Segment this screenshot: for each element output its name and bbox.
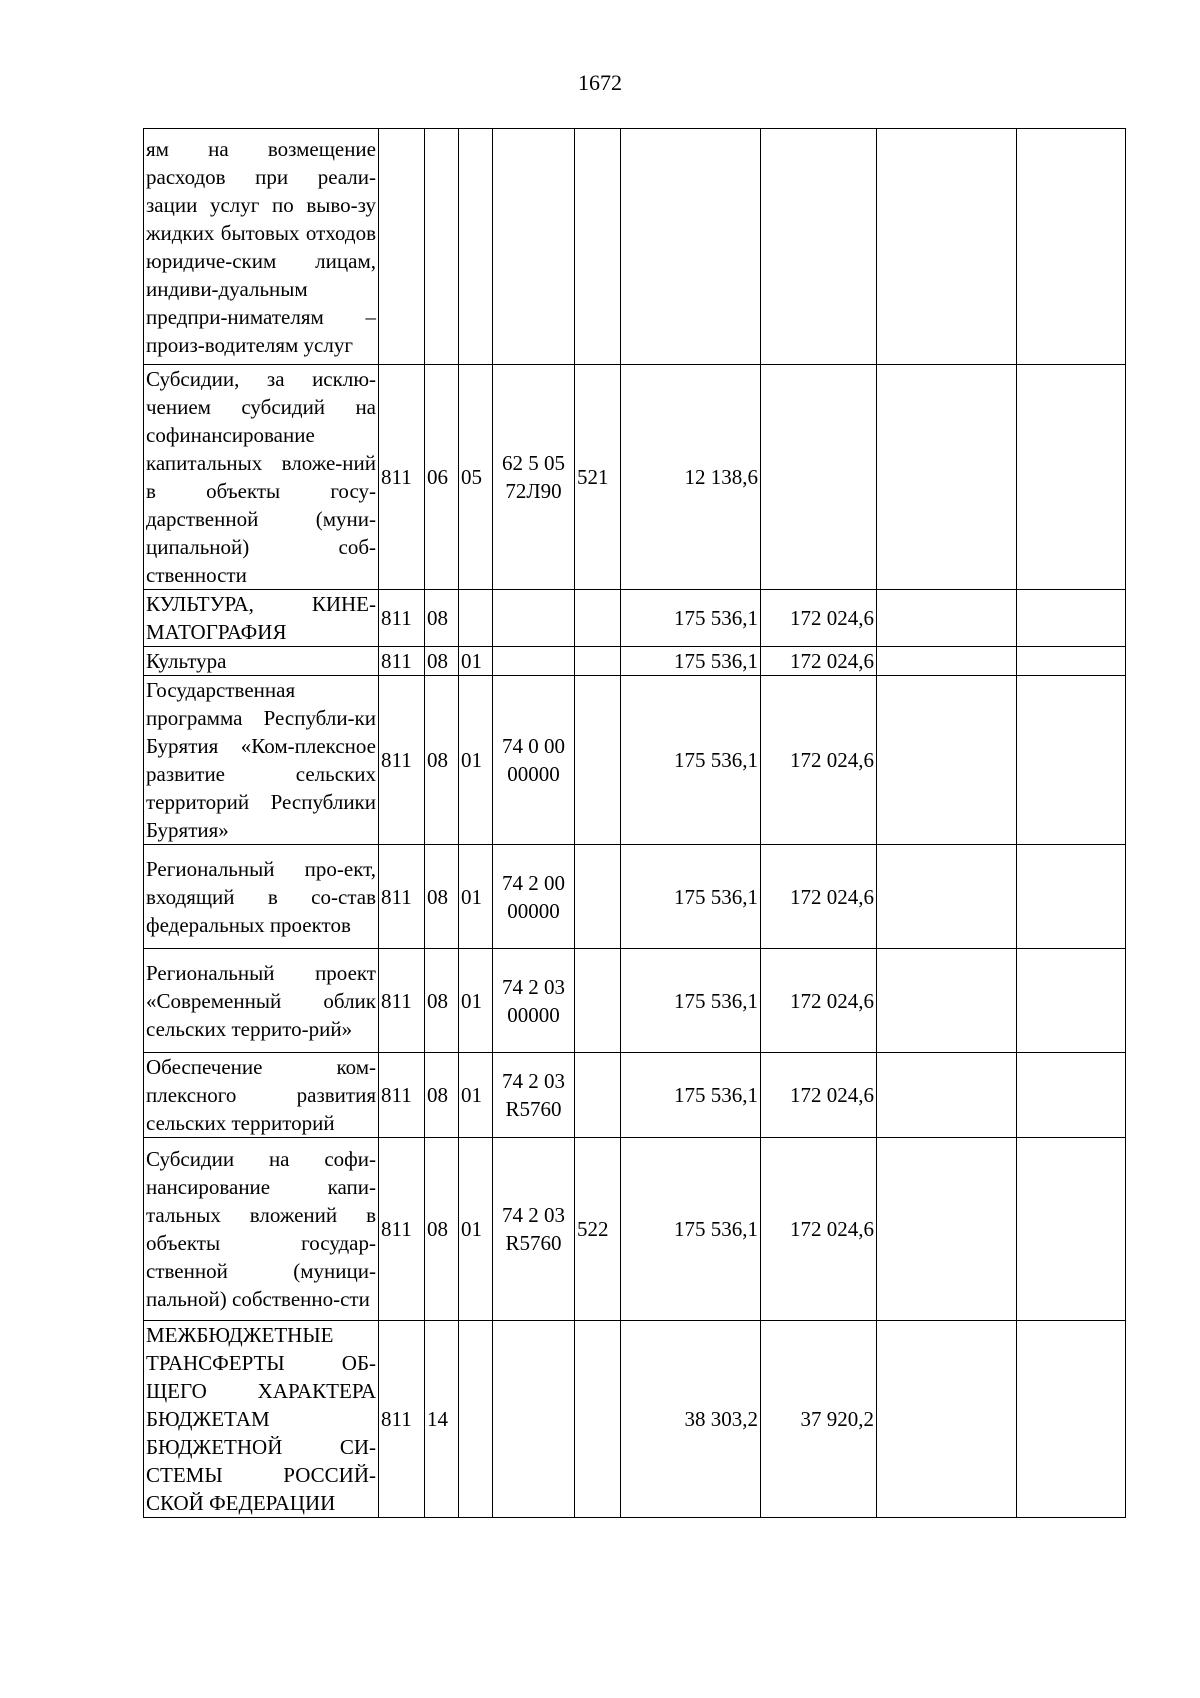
empty-column-9 — [1017, 590, 1126, 647]
section-code: 06 — [425, 365, 459, 590]
amount-year-1: 38 303,2 — [621, 1321, 761, 1518]
subsection-code: 01 — [459, 1138, 493, 1321]
empty-column-9 — [1017, 1138, 1126, 1321]
expense-type-code — [575, 1053, 621, 1138]
row-name: Субсидии на софи-нансирование капи-тальных вложений в объекты государ-ственной (муници-пальной) собственно-сти — [144, 1138, 379, 1321]
grbs-code — [379, 129, 425, 365]
row-name: Культура — [144, 647, 379, 676]
subsection-code: 01 — [459, 845, 493, 949]
subsection-code — [459, 590, 493, 647]
target-article-code: 74 2 03 00000 — [493, 949, 575, 1053]
empty-column-8 — [877, 1321, 1017, 1518]
amount-year-2: 172 024,6 — [761, 845, 877, 949]
expense-type-code: 521 — [575, 365, 621, 590]
section-code: 08 — [425, 1053, 459, 1138]
table-row — [144, 647, 1126, 676]
empty-column-9 — [1017, 365, 1126, 590]
target-article-code: 74 2 00 00000 — [493, 845, 575, 949]
grbs-code: 811 — [379, 647, 425, 676]
empty-column-9 — [1017, 129, 1126, 365]
section-code: 08 — [425, 590, 459, 647]
budget-table — [143, 128, 1126, 1518]
target-article-code — [493, 590, 575, 647]
row-name: Государственная программа Республи-ки Бурятия «Ком-плексное развитие сельских территорий Республики Бурятия» — [144, 676, 379, 845]
empty-column-9 — [1017, 1321, 1126, 1518]
expense-type-code — [575, 647, 621, 676]
empty-column-9 — [1017, 845, 1126, 949]
subsection-code — [459, 129, 493, 365]
row-name: Региональный про-ект, входящий в со-став федеральных проектов — [144, 845, 379, 949]
target-article-code — [493, 1321, 575, 1518]
amount-year-1: 175 536,1 — [621, 1053, 761, 1138]
empty-column-9 — [1017, 1053, 1126, 1138]
subsection-code: 01 — [459, 647, 493, 676]
section-code: 14 — [425, 1321, 459, 1518]
target-article-code: 74 2 03 R5760 — [493, 1053, 575, 1138]
empty-column-8 — [877, 365, 1017, 590]
expense-type-code: 522 — [575, 1138, 621, 1321]
grbs-code: 811 — [379, 949, 425, 1053]
empty-column-8 — [877, 949, 1017, 1053]
amount-year-2: 37 920,2 — [761, 1321, 877, 1518]
page-number: 1672 — [578, 70, 622, 95]
amount-year-2: 172 024,6 — [761, 676, 877, 845]
section-code: 08 — [425, 676, 459, 845]
amount-year-2: 172 024,6 — [761, 1138, 877, 1321]
section-code: 08 — [425, 1138, 459, 1321]
amount-year-2 — [761, 129, 877, 365]
amount-year-1: 175 536,1 — [621, 845, 761, 949]
amount-year-1 — [621, 129, 761, 365]
amount-year-1: 175 536,1 — [621, 949, 761, 1053]
amount-year-1: 175 536,1 — [621, 1138, 761, 1321]
grbs-code: 811 — [379, 1053, 425, 1138]
table-row — [144, 949, 1126, 1053]
amount-year-1: 12 138,6 — [621, 365, 761, 590]
empty-column-8 — [877, 676, 1017, 845]
section-code — [425, 129, 459, 365]
table-row — [144, 676, 1126, 845]
subsection-code: 05 — [459, 365, 493, 590]
empty-column-8 — [877, 647, 1017, 676]
grbs-code: 811 — [379, 676, 425, 845]
amount-year-1: 175 536,1 — [621, 590, 761, 647]
row-name: КУЛЬТУРА, КИНЕ-МАТОГРАФИЯ — [144, 590, 379, 647]
target-article-code — [493, 647, 575, 676]
table-row — [144, 129, 1126, 365]
table-row — [144, 1053, 1126, 1138]
row-name: Региональный проект «Современный облик сельских террито-рий» — [144, 949, 379, 1053]
row-name: Обеспечение ком-плексного развития сельских территорий — [144, 1053, 379, 1138]
expense-type-code — [575, 676, 621, 845]
expense-type-code — [575, 590, 621, 647]
subsection-code: 01 — [459, 676, 493, 845]
grbs-code: 811 — [379, 845, 425, 949]
grbs-code: 811 — [379, 365, 425, 590]
section-code: 08 — [425, 845, 459, 949]
expense-type-code — [575, 1321, 621, 1518]
subsection-code — [459, 1321, 493, 1518]
empty-column-8 — [877, 845, 1017, 949]
grbs-code: 811 — [379, 1321, 425, 1518]
table-row — [144, 1138, 1126, 1321]
amount-year-1: 175 536,1 — [621, 676, 761, 845]
table-row — [144, 590, 1126, 647]
expense-type-code — [575, 949, 621, 1053]
table-row — [144, 845, 1126, 949]
expense-type-code — [575, 129, 621, 365]
amount-year-2: 172 024,6 — [761, 590, 877, 647]
amount-year-2: 172 024,6 — [761, 1053, 877, 1138]
row-name: МЕЖБЮДЖЕТНЫЕ ТРАНСФЕРТЫ ОБ-ЩЕГО ХАРАКТЕРА БЮДЖЕТАМ БЮДЖЕТНОЙ СИ-СТЕМЫ РОССИЙ-СКОЙ ФЕДЕРАЦИИ — [144, 1321, 379, 1518]
row-name: ям на возмещение расходов при реали-зации услуг по выво-зу жидких бытовых отходов юридиче-ским лицам, индиви-дуальным предпри-нимателям – произ-водителям услуг — [144, 129, 379, 365]
table-row — [144, 365, 1126, 590]
amount-year-1: 175 536,1 — [621, 647, 761, 676]
grbs-code: 811 — [379, 590, 425, 647]
empty-column-8 — [877, 1053, 1017, 1138]
amount-year-2: 172 024,6 — [761, 949, 877, 1053]
section-code: 08 — [425, 949, 459, 1053]
table-row — [144, 1321, 1126, 1518]
subsection-code: 01 — [459, 1053, 493, 1138]
empty-column-8 — [877, 590, 1017, 647]
empty-column-9 — [1017, 647, 1126, 676]
target-article-code: 74 2 03 R5760 — [493, 1138, 575, 1321]
amount-year-2: 172 024,6 — [761, 647, 877, 676]
target-article-code: 74 0 00 00000 — [493, 676, 575, 845]
grbs-code: 811 — [379, 1138, 425, 1321]
subsection-code: 01 — [459, 949, 493, 1053]
empty-column-9 — [1017, 676, 1126, 845]
target-article-code: 62 5 05 72Л90 — [493, 365, 575, 590]
empty-column-8 — [877, 1138, 1017, 1321]
empty-column-9 — [1017, 949, 1126, 1053]
amount-year-2 — [761, 365, 877, 590]
target-article-code — [493, 129, 575, 365]
expense-type-code — [575, 845, 621, 949]
empty-column-8 — [877, 129, 1017, 365]
row-name: Субсидии, за исклю-чением субсидий на софинансирование капитальных вложе-ний в объекты госу-дарственной (муни-ципальной) соб-ственности — [144, 365, 379, 590]
section-code: 08 — [425, 647, 459, 676]
